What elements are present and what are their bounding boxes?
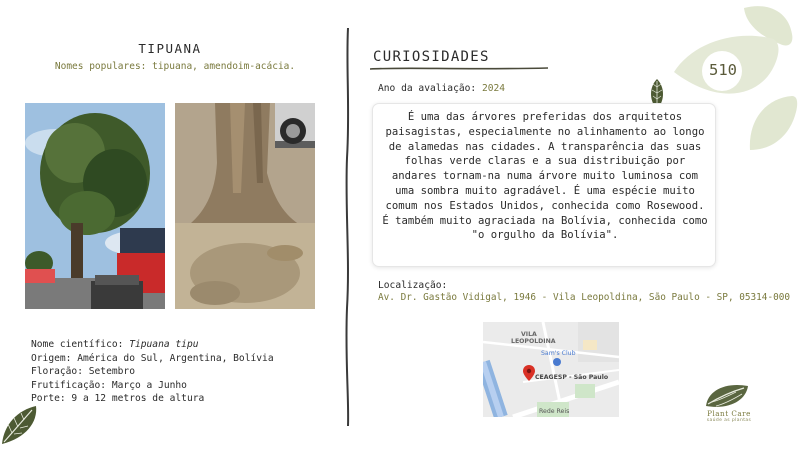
- leaf-icon: [0, 402, 40, 446]
- scientific-name-value: Tipuana tipu: [129, 339, 199, 350]
- evaluation-label: Ano da avaliação:: [378, 83, 477, 94]
- map-poi-bottom: Rede Reis: [539, 408, 570, 415]
- fact-size: Porte: 9 a 12 metros de altura: [31, 393, 205, 405]
- map-district-label: [511, 331, 556, 345]
- heading-underline: [370, 66, 548, 72]
- plant-title: TIPUANA: [138, 41, 202, 56]
- trunk-photo: [175, 103, 315, 309]
- scientific-name-label: Nome científico:: [31, 339, 124, 350]
- fact-fruiting: Frutificação: Março a Junho: [31, 379, 187, 391]
- fact-origin: Origem: América do Sul, Argentina, Bolívia: [31, 352, 274, 364]
- evaluation-value: 2024: [481, 83, 506, 94]
- popular-names: Nomes populares: tipuana, amendoim-acácia.: [54, 61, 296, 72]
- fact-flowering: Floração: Setembro: [31, 366, 135, 378]
- map-poi-sams: Sam's Club: [541, 350, 576, 357]
- fact-scientific-name: [31, 338, 274, 352]
- plant-facts: [31, 338, 274, 406]
- location-label: Localização:: [378, 280, 448, 291]
- map-pin-icon[interactable]: [523, 365, 535, 381]
- tree-number-badge: 510: [709, 61, 737, 79]
- map-poi-icon: [553, 358, 561, 366]
- evaluation-year: [378, 83, 505, 94]
- map-poi-ceagesp: CEAGESP - São Paulo: [535, 374, 609, 381]
- logo-tagline: saúde as plantas: [706, 418, 752, 423]
- map-district-line1: VILA: [521, 331, 537, 338]
- logo-name: Plant Care: [707, 409, 751, 418]
- location-map[interactable]: [483, 322, 619, 417]
- curiosities-heading: CURIOSIDADES: [373, 49, 490, 65]
- vertical-divider: [344, 28, 352, 426]
- map-district-line2: LEOPOLDINA: [511, 338, 556, 345]
- location-address: Av. Dr. Gastão Vidigal, 1946 - Vila Leopoldina, São Paulo - SP, 05314-000: [378, 292, 791, 303]
- curiosities-card: [372, 103, 716, 267]
- tree-photo: [25, 103, 165, 309]
- curiosities-description: É uma das árvores preferidas dos arquitetos paisagistas, especialmente no alinhamento ao longo de alamedas nas cidades. A transparência das suas folhas verde claras e a sua distribuição por andares tornam-na numa árvore muito luminosa com uma sombra muito agradável. É uma espécie muito comum nos Estados Unidos, conhecida como Rosewood. É também muito agraciada na Bolívia, conhecida como "o orgulho da Bolívia".: [382, 111, 708, 242]
